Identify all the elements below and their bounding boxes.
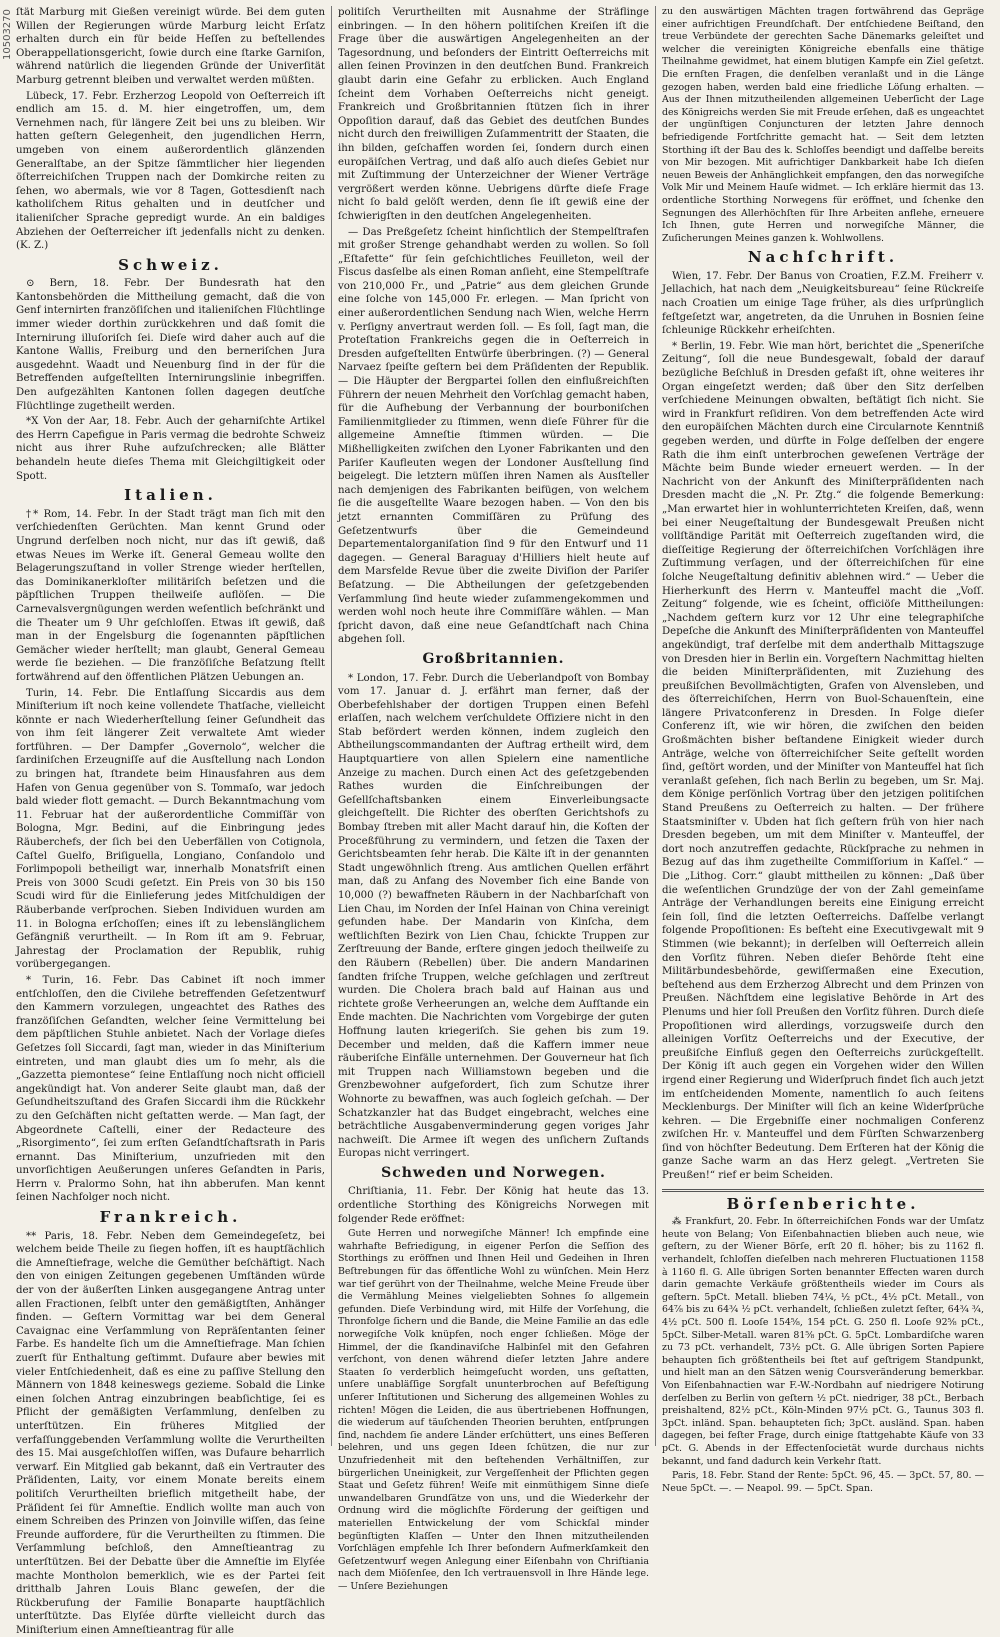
columns (10, 6, 990, 1636)
article-london: * London, 17. Febr. Durch die Ueberlandpoſt von Bombay vom 17. Januar d. J. erfährt man ferner, daß der Oberbefehlshaber der dortigen Truppen einen Befehl erlaſſen, nach welchem verſchuldete Offiziere nicht in den Stab befördert werden können, indem zugleich den Abtheilungscommandanten der Auftrag ertheilt wird, dem Hauptquartiere von allen Spielern eine namentliche Anzeige zu machen. Durch einen Act des geſetzgebenden Rathes wurden die Einſchreibungen der Geſellſchaftsbanken einem Einverleibungsacte gleichgeſtellt. Die Richter des oberſten Gerichtshofs zu Bombay ſtreben mit aller Macht darauf hin, die Koſten der Proceßführung zu vermindern, und ſetzen die Taxen der Gerichtsbeamten ſehr herab. Die Kälte iſt in der genannten Stadt ungewöhnlich ſtreng. Aus amtlichen Quellen erfährt man, daß zu Anfang des November ſich eine Bande von 10,000 (?) bewaffneten Räubern in der Nachbarſchaft von Lien Chau, im Norden der Inſel Hainan von China vereinigt gefunden habe. Der Mandarin von Kinſcha, dem weſtlichſten Bezirk von Lien Chau, ſchickte Truppen zur Zerſtreuung der Bande, erſtere gingen jedoch theilweiſe zu den Räubern (Rebellen) über. Die andern Mandarinen ſandten friſche Truppen, welche geſchlagen und zerſtreut wurden. Die Cholera brach bald auf Hainan aus und richtete große Verheerungen an, welche dem Aufſtande ein Ende machten. Die Nachrichten vom Vorgebirge der guten Hoffnung lauten kriegeriſch. Sie gehen bis zum 19. December und melden, daß die Kaffern immer neue räuberiſche Einfälle unternehmen. Der Gouverneur hat ſich mit Truppen nach Williamstown begeben und die Grenzbewohner aufgefordert, ſich zum Schutze ihrer Wohnorte zu bewaffnen, was auch ſogleich geſchah. — Der Schatzkanzler hat das Budget eingebracht, welches eine beträchtliche Ausgabenverminderung gegen voriges Jahr nachweiſt. Die Armee iſt wegen des unſichern Zuſtands Europas nicht verringert. (338, 672, 649, 1160)
article-luebeck: Lübeck, 17. Febr. Erzherzog Leopold von Oeſterreich iſt endlich am 15. d. M. hier eingetroffen, um, dem Vernehmen nach, für längere Zeit bei uns zu bleiben. Wir hatten geſtern Gelegenheit, den jugendlichen Herrn, umgeben von einem außerordentlich glänzenden Generalſtabe, an der Spitze ſämmtlicher hier liegenden öſterreichiſchen Truppen nach der Domkirche reiten zu ſehen, wo abermals, wie vor 8 Tagen, Gottesdienſt nach katholiſchem Ritus gehalten und in deutſcher und italieniſcher Sprache gepredigt wurde. An ein baldiges Abziehen der Oeſterreicher iſt jedenfalls nicht zu denken. (K. Z.) (16, 90, 325, 252)
article-christiania: Chriſtiania, 11. Febr. Der König hat heute das 13. ordentliche Storthing des Königreichs Norwegen mit folgender Rede eröffnet: (338, 1186, 649, 1225)
section-heading-frankreich: Frankreich. (99, 1208, 242, 1227)
article-bern: ⊙ Bern, 18. Febr. Der Bundesrath hat den Kantonsbehörden die Mittheilung gemacht, daß die von Genf internirten franzöſiſchen und italieniſchen Flüchtlinge immer wieder dorthin zurückkehren und daß ſomit die Internirung illuſoriſch ſei. Dieſe wird daher auch auf die Kantone Wallis, Freiburg und den berneriſchen Jura ausgedehnt. Waadt und Neuenburg ſind in der für die Betreffenden aufgeſtellten Internirungslinie inbegriffen. Den aufgezählten Kantonen ſollen dagegen deutſche Flüchtlinge zugetheilt werden. (16, 278, 325, 412)
throne-speech: Gute Herren und norwegiſche Männer! Ich empfinde eine wahrhafte Befriedigung, in eigener Perſon die Seſſion des Storthings zu eröffnen und Ihnen Heil und Gedeihen in Ihren Beſtrebungen für das öffentliche Wohl zu wünſchen. Mein Herz war tief gerührt von der Theilnahme, welche Meine Freude über die Vermählung Meines vielgeliebten Sohnes ſo allgemein gefunden. Dieſe Verbindung wird, mit Hilfe der Vorſehung, die Thronfolge ſichern und die Bande, die Meine Familie an das edle norwegiſche Volk knüpfen, noch enger ſchließen. Möge der Himmel, der die ſkandinaviſche Halbinſel mit den Gefahren verſchont, von denen während dieſer letzten Jahre andere Staaten ſo verderblich heimgeſucht worden, uns geſtatten, unſere unabläſſige Sorgfalt ununterbrochen auf Befeſtigung unſerer Inſtitutionen und Sicherung des allgemeinen Wohles zu richten! Mögen die Leiden, die aus übertriebenen Hoffnungen, die wiederum auf täuſchenden Theorien beruhten, entſprungen ſind, nachdem ſie andere Länder erſchüttert, uns eines Beſſeren belehren, und uns gegen Ideen ſchützen, die nur zur Unzufriedenheit mit den beſtehenden Verhältniſſen, zur bürgerlichen Uneinigkeit, zur Vergeſſenheit der Pflichten gegen Staat und Geſetz führen! Weiſe mit einmüthigem Sinne dieſe unwandelbaren Grundſätze von uns, und die Wiederkehr der Ordnung wird die möglichſte Förderung der geiſtigen und materiellen Entwickelung der vom Schickſal minder begünſtigten Klaſſen — Unter den Ihnen mitzutheilenden Vorſchlägen empfehle Ich Ihrer beſondern Aufmerkſamkeit den Geſetzentwurf wegen Anlegung einer Eiſenbahn von Chriſtiania nach dem Miöſenſee, den Ich vertrauensvoll in Ihre Hände lege. — Unſere Beziehungen (338, 1228, 649, 1592)
page-id: 10503270 (2, 9, 13, 60)
article-paris-cont: politiſch Verurtheilten mit Ausnahme der Sträflinge einbringen. — In den höhern politiſchen Kreiſen iſt die Frage über die auswärtigen Angelegenheiten an der Tagesordnung, und beſonders der Eintritt Oeſterreichs mit allen ſeinen Provinzen in den deutſchen Bund. Frankreich glaubt darin eine Gefahr zu erblicken. Auch England ſcheint dem Vorhaben Oeſterreichs nicht geneigt. Frankreich und Großbritannien ſtützen ſich in ihrer Oppoſition darauf, daß das Gebiet des deutſchen Bundes nicht durch den freiwilligen Zuſammentritt der Staaten, die ihn bilden, geſchaffen worden ſei, ſondern durch einen europäiſchen Vertrag, und daß alſo auch dieſes Gebiet nur mit Zuſtimmung der Unterzeichner der Wiener Verträge vergrößert werden könne. Uebrigens dürfte dieſe Frage nicht ſo bald gelöſt werden, denn ſie iſt gewiß eine der ſchwierigſten in den deutſchen Angelegenheiten. (338, 7, 649, 222)
article-rom: †* Rom, 14. Febr. In der Stadt trägt man ſich mit den verſchiedenſten Gerüchten. Man kennt Grund oder Ungrund derſelben noch nicht, nur das iſt gewiß, daß etwas Neues im Werke iſt. General Gemeau wollte den Belagerungszuſtand in voller Strenge wieder herſtellen, das Dominikanerkloſter militäriſch beſetzen und die päpſtlichen Truppen theilweiſe auflöſen. — Die Carnevalsvergnügungen werden weſentlich beſchränkt und die Theater um 9 Uhr geſchloſſen. Etwas iſt gewiß, daß man in der Engelsburg die ſogenannten päpſtlichen Gemächer wieder herſtellt; man glaubt, General Gemeau werde ſie beziehen. — Die franzöſiſche Beſatzung ſtellt fortwährend auf den öffentlichen Plätzen Uebungen an. (16, 508, 325, 683)
section-divider (662, 1189, 984, 1192)
column-1 (10, 6, 332, 1636)
article-berlin: * Berlin, 19. Febr. Wie man hört, berichtet die „Speneriſche Zeitung“, ſoll die neue Bundesgewalt, ſobald der darauf bezügliche Beſchluß in Dresden gefaßt iſt, ohne weiteres ihr Organ eingeſetzt werden; daß über den Sitz derſelben verſchiedene Meinungen obwalten, beſtätigt ſich nicht. Sie wird in Frankfurt reſidiren. Von dem betreffenden Acte wird den europäiſchen Mächten durch eine Circularnote Kenntniß gegeben werden, und dürfte in Folge deſſelben der engere Rath die ihm einſt unterbrochen geweſenen Verträge der Mächte beim Bunde wieder erneuert werden. — In der Nachricht von der Ankunft des Miniſterpräſidenten nach Dresden macht die „N. Pr. Ztg.“ die folgende Bemerkung: „Man erwartet hier in wohlunterrichteten Kreiſen, daß, wenn bei einer Neugeſtaltung der Bundesgewalt Preußen nicht vollſtändige Parität mit Oeſterreich zugeſtanden wird, die dieſſeitige Regierung der öſterreichiſchen Vorſchlägen ihre Zuſtimmung verſagen, und der öſterreichiſchen für eine ſolche Neugeſtaltung definitiv ablehnen wird.“ — Ueber die Hierherkunft des Herrn v. Manteuffel macht die „Voſſ. Zeitung“ folgende, wie es ſcheint, officiöſe Mittheilungen: „Nachdem geſtern kurz vor 12 Uhr eine telegraphiſche Depeſche die Ankunft des Miniſterpräſidenten von Manteuffel angekündigt, traf derſelbe mit dem anderthalb Mittagszuge von Dresden hier in Berlin ein. Vorgeſtern Nachmittag hielten die beiden Miniſterpräſidenten, mit Zuziehung des preußiſchen Bevollmächtigten, Grafen von Alvensleben, und des öſterreichiſchen, Herrn von Buol-Schauenſtein, eine längere Privatconferenz in Dresden. In Folge dieſer Conferenz iſt, wie wir hören, die zwiſchen den beiden Großmächten bisher beſtandene Einigkeit wieder durch Anträge, welche von öſterreichiſcher Seite geſtellt worden ſind, geſtört worden, und der Miniſter von Manteuffel hat ſich veranlaßt geſehen, ſich nach Berlin zu begeben, um Sr. Maj. dem Könige perſönlich Vortrag über den jetzigen politiſchen Stand Preußens zu Oeſterreich zu halten. — Der frühere Staatsminiſter v. Ubden hat ſich geſtern früh von hier nach Dresden begeben, um mit dem Miniſter v. Manteuffel, der dort noch anzutreffen gedachte, Rückſprache zu nehmen in Bezug auf das ihm zugetheilte Commiſſorium in Kaſſel.“ — Die „Lithog. Corr.“ glaubt mittheilen zu können: „Daß über die weſentlichen Grundzüge der von der Zahl gemeinſame Anträge der Verhandlungen bereits eine Einigung erreicht ſein ſoll, ſind die letzten Oeſterreichs. Daſſelbe verlangt folgende Propoſitionen: Es beſteht eine Executivgewalt mit 9 Stimmen (wie bekannt); in derſelben will Oeſterreich allein den Vorſitz führen. Neben dieſer Behörde ſteht eine Militärbundesbehörde, gewiſſermaßen eine Execution, beſtehend aus dem Erzherzog Albrecht und dem Prinzen von Preußen. Nächſtdem eine legislative Behörde in Art des Plenums und hier ſoll Preußen den Vorſitz führen. Durch dieſe Propoſitionen wird allerdings, vorzugsweiſe durch den alleinigen Vorſitz Oeſterreichs und der Executive, der preußiſche Einfluß gegen den Oeſterreichs zurückgeſtellt. Der König iſt auch gegen ein Vorgehen wider den Willen irgend einer Regierung und Widerſpruch findet ſich auch jetzt im entſcheidenden Momente, namentlich ſo auch ſeitens Mecklenburgs. Der Miniſter will ſich an keine Widerſprüche kehren. — Die Ergebniſſe einer nochmaligen Conferenz zwiſchen Hr. v. Manteuffel und dem Fürſten Schwarzenberg ſind von höchſter Bedeutung. Dem Erſteren hat der König die ganze Sache warm an das Herz gelegt. „Vertreten Sie Preußen!“ rief er beim Scheiden. (662, 340, 984, 1182)
section-heading-italien: Italien. (124, 486, 217, 505)
section-heading-schweden-norwegen: Schweden und Norwegen. (381, 1164, 606, 1181)
article-pressgesetz: — Das Preßgeſetz ſcheint hinſichtlich der Stempelſtrafen mit großer Strenge gehandhabt werden zu wollen. So ſoll „Eſtafette“ für ſein geſchichtliches Feuilleton, weil der Fiscus dasſelbe als einen Roman anſieht, eine Stempelſtrafe von 210,000 Fr., und „Patrie“ aus dem gleichen Grunde eine ſolche von 145,000 Fr. erlegen. — Man ſpricht von einer außerordentlichen Sendung nach Wien, welche Herrn v. Perſigny anvertraut werden ſoll. — Es ſoll, ſagt man, die Proteſtation Frankreichs gegen die in Oeſterreich in Dresden aufgeſtellten Entwürfe überbringen. (?) — General Narvaez ſpeiſte geſtern bei dem Präſidenten der Republik. — Die Häupter der Bergpartei ſollen den einflußreichſten Führern der neuen Mehrheit den Vorſchlag gemacht haben, für die Aufhebung der Verbannung der bourboniſchen Familienmitglieder zu ſtimmen, wenn dieſe Führer für die allgemeine Amneſtie ſtimmen würden. — Die Mißhelligkeiten zwiſchen den Lyoner Fabrikanten und den Pariſer Kaufleuten wegen der Londoner Ausſtellung ſind beigelegt. Die letztern müſſen ihren Namen als Ausſteller nach demjenigen des Fabrikanten beifügen, von welchem ſie die ausgeſtellte Waare bezogen haben. — Von den bis jetzt ernannten Commiſſären zu Prüfung des Geſetzentwurfs über die Gemeindeund Departementalorganiſation ſind 9 für den Entwurf und 11 dagegen. — General Baraguay d'Hilliers hielt heute auf dem Marsfelde Revue über die zweite Diviſion der Pariſer Beſatzung. — Die Abtheilungen der geſetzgebenden Verſammlung ſind heute wieder zuſammengekommen und werden wohl noch heute ihre Commiſſäre wählen. — Man ſpricht davon, daß eine neue Geſandtſchaft nach China abgehen ſoll. (338, 226, 649, 646)
article-turin-16: * Turin, 16. Febr. Das Cabinet iſt noch immer entſchloſſen, den die Civilehe betreffenden Geſetzentwurf den Kammern vorzulegen, ungeachtet des Rathes des franzöſiſchen Geſandten, welcher ſeine Vermittelung bei dem päpſtlichen Stuhle anbietet. Nach der Vorlage dieſes Geſetzes ſoll Siccardi, ſagt man, wieder in das Miniſterium eintreten, und man glaubt dies um ſo mehr, als die „Gazzetta piemontese“ ſeine Entlaſſung noch nicht officiell angekündigt hat. Von anderer Seite glaubt man, daß der Geſundheitszuſtand des Grafen Siccardi ihm die Rückkehr zu den Geſchäften nicht geſtatten werde. — Man ſagt, der Abgeordnete Caſtelli, einer der Redacteure des „Risorgimento“, ſei zum erſten Geſandtſchaftsrath in Paris ernannt. Das Miniſterium, unzufrieden mit den unvorſichtigen Aeußerungen unſeres Geſandten in Paris, Herrn v. Pralormo Sohn, hat ihn abberufen. Man kennt ſeinen Nachfolger noch nicht. (16, 974, 325, 1204)
article-frankfurt-boerse: ⁂ Frankfurt, 20. Febr. In öſterreichiſchen Fonds war der Umſatz heute von Belang; Von Eiſenbahnactien blieben auch neue, wie geſtern, zu der Wiener Börſe, erſt 20 fl. höher; bis zu 1162 fl. verhandelt, ſchloſſen dieſelben nach mehreren Fluctuationen 1158 à 1160 fl. G. Alle übrigen Sorten benannter Effecten waren durch darin gemachte Verkäufe größtentheils wieder im Cours als geſtern. 5pCt. Metall. blieben 74¼, ½ pCt., 4½ pCt. Metall., von 64⅞ bis zu 64¾ ½ pCt. verhandelt, ſchließen zuletzt ſeſter, 64¾ ¾, 4½ pCt. 500 fl. Looſe 154⅝, 154 pCt. G. 250 fl. Looſe 92⅝ pCt., 5pCt. Silber-Metall. waren 81⅝ pCt. G. 5pCt. Lombardiſche waren zu 73 pCt. verhandelt, 73½ pCt. G. Alle übrigen Sorten Papiere behaupten ſich größtentheils bei ſtet auf geſtrigem Standpunkt, und hielt man an den Sätzen wenig Coursveränderung bemerkbar. Von Eiſenbahnactien war F.-W.-Nordbahn auf niedrigere Notirung derſelben zu Berlin von geſtern ½ pCt. niedriger, 38 pCt., Berbach preishaltend, 82½ pCt., Köln-Minden 97½ pCt. G., Taunus 303 fl. 3pCt. inländ. Span. behaupteten ſich; 3pCt. ausländ. Span. haben dagegen, bei feſter Frage, durch einige ſtattgehabte Käufe von 33 pCt. G. Abends in der Effectenſocietät wurde durchaus nichts bekannt, und fand dadurch kein Verkehr ſtatt. (662, 1216, 984, 1467)
article-wien: Wien, 17. Febr. Der Banus von Croatien, F.Z.M. Freiherr v. Jellachich, hat nach dem „Neuigkeitsbureau“ ſeine Rückreiſe nach Croatien um einige Tage früher, als dies urſprünglich feſtgeſetzt war, angetreten, da die Unruhen in Bosnien ſeine ſchleunige Rückkehr erheiſchten. (662, 270, 984, 337)
section-heading-boersenberichte: Börſenberichte. (726, 1194, 920, 1213)
article-paris: ** Paris, 18. Febr. Neben dem Gemeindegeſetz, bei welchem beide Theile zu ſiegen hoffen, iſt es hauptſächlich die Amneſtiefrage, welche die Gemüther beſchäftigt. Nach den von einigen Zeitungen gegebenen Umſtänden würde der von der äußerſten Linken ausgegangene Antrag unter allen Fractionen, ſelbſt unter den gemäßigtſten, Anhänger finden. — Geſtern Vormittag war bei dem General Cavaignac eine Verſammlung von Repräſentanten ſeiner Farbe. Es handelte ſich um die Amneſtiefrage. Man ſchien zuerſt für Enthaltung geſtimmt. Dufaure aber bewies mit vieler Entſchiedenheit, daß es eine zu paſſive Stellung den Männern von 1848 keineswegs gezieme. Sobald die Linke einen ſolchen Antrag einzubringen beabſichtige, ſei es Pflicht der gemäßigten Verſammlung, denſelben zu unterſtützen. Ein früheres Mitglied der verfaſſunggebenden Verſammlung wollte die Verurtheilten des 15. Mai ausgeſchloſſen wiſſen, was Dufaure beharrlich verwarf. Ein Mitglied gab bekannt, daß ein Vertrauter des Präſidenten, Laity, vor einem Monate bereits einem politiſch Verurtheilten brieflich mitgetheilt habe, der Präſident ſei für Amneſtie. Endlich wollte man auch von einem Schreiben des Prinzen von Joinville wiſſen, das ſeine Freunde auffordere, für die Verurtheilten zu ſtimmen. Die Verſammlung beſchloß, den Amneſtieantrag zu unterſtützen. Bei der Debatte über die Amneſtie im Elyſée machte Montholon bemerklich, wie es der Partei ſeit dritthalb Jahren Louis Blanc geweſen, der die Rückberufung der Familie Bonaparte hauptſächlich unterſtützte. Das Elyſée dürfte vielleicht durch das Miniſterium einen Amneſtieantrag für alle (16, 1230, 325, 1636)
section-heading-grossbritannien: Großbritannien. (422, 650, 565, 667)
article-aar: *X Von der Aar, 18. Febr. Auch der geharniſchte Artikel des Herrn Capefigue in Paris vermag die bedrohte Schweiz nicht aus ihrer Ruhe aufzuſchrecken; alle Blätter behandeln heute dieſes Thema mit Gleichgiltigkeit oder Spott. (16, 416, 325, 482)
throne-speech-cont: zu den auswärtigen Mächten tragen fortwährend das Gepräge einer aufrichtigen Freundſchaft. Der entſchiedene Beiſtand, den treue Verbündete der gerechten Sache Dänemarks geleiſtet und welcher die vereinigten Königreiche ebenfalls eine thätige Theilnahme gewidmet, hat einem blutigen Kampfe ein Ziel geſetzt. Die ernſten Fragen, die denſelben veranlaßt und in die Länge gezogen haben, werden bald eine friedliche Löſung erhalten. — Aus der Ihnen mitzutheilenden allgemeinen Ueberſicht der Lage des Königreichs werden Sie mit Freude erſehen, daß es ungeachtet der ungünſtigen Conjuncturen der letzten Jahre dennoch befriedigende Fortſchritte gemacht hat. — Seit dem letzten Storthing iſt der Bau des k. Schloſſes beendigt und daſſelbe bereits von Mir bezogen. Mit aufrichtiger Dankbarkeit habe Ich dieſen neuen Beweis der Anhänglichkeit empfangen, den das norwegiſche Volk Mir und Meinem Hauſe widmet. — Ich erkläre hiermit das 13. ordentliche Storthing Norwegens für eröffnet, und ſchenke den Segnungen des Allerhöchſten für Ihre Arbeiten anflehe, erneuere Ich Ihnen, gute Herren und norwegiſche Männer, die Zuſicherungen Meines ganzen k. Wohlwollens. (662, 6, 984, 244)
column-3 (656, 6, 990, 1494)
article-turin-14: Turin, 14. Febr. Die Entlaſſung Siccardis aus dem Miniſterium iſt noch keine vollendete Thatſache, vielleicht könnte er nach Wiederherſtellung ſeiner Geſundheit das von ihm ſeit längerer Zeit verwaltete Amt wieder fortführen. — Der Dampfer „Governolo“, welcher die ſardiniſchen Erzeugniſſe auf die Ausſtellung nach London zu bringen hat, ſtrandete beim Hinausfahren aus dem Hafen von Genua gegenüber von S. Tommaſo, war jedoch bald wieder flott gemacht. — Durch Bekanntmachung vom 11. Februar hat der außerordentliche Commiſſär von Bologna, Mgr. Bedini, auf die Einbringung jedes Räuberchefs, der ſich bei den Ueberfällen von Cotignola, Caſtel Guelfo, Briſiguella, Longiano, Conſandolo und Forlimpopoli betheiligt war, innerhalb Monatsfriſt einen Preis von 3000 Scudi geſetzt. Ein Preis von 30 bis 150 Scudi wird für die Einlieferung jedes Mitſchuldigen der Räuberbande verſprochen. Sieben Individuen wurden am 11. in Bologna erſchoſſen; eines iſt zu lebenslänglichem Gefängniß verurtheilt. — In Rom iſt am 9. Februar, Jahrestag der Proclamation der Republik, ruhig vorübergegangen. (16, 687, 325, 971)
section-heading-schweiz: Schweiz. (118, 255, 223, 274)
column-2 (332, 6, 656, 1592)
article-paris-rente: Paris, 18. Febr. Stand der Rente: 5pCt. 96, 45. — 3pCt. 57, 80. — Neue 5pCt. —. — Neapol. 99. — 5pCt. Span. (662, 1470, 984, 1494)
section-heading-nachschrift: Nachſchrift. (747, 248, 899, 267)
article-marburg: ſtät Marburg mit Gießen vereinigt würde. Bei dem guten Willen der Regierungen würde Marburg leicht Erſatz erhalten durch ein für beide Heſſen zu beſtellendes Oberappellationsgericht, ſowie durch eine ſtarke Garniſon, während natürlich die liegenden Gründe der Univerſität Marburg getrennt bleiben und verwaltet werden müßten. (16, 7, 325, 86)
